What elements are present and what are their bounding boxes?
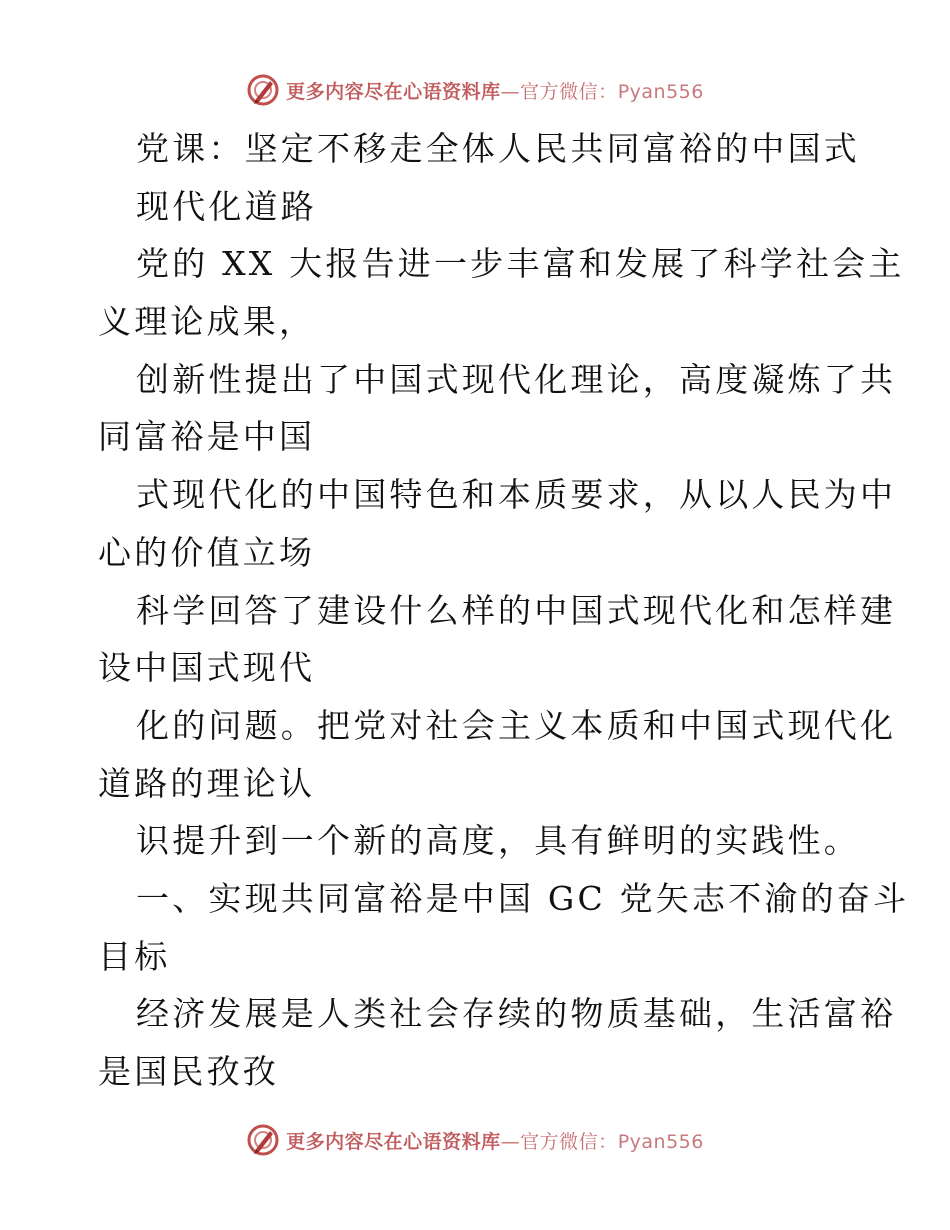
footer-watermark-banner (0, 1120, 950, 1160)
body-line: 式现代化的中国特色和本质要求，从以人民为中 (136, 475, 897, 515)
body-line: 科学回答了建设什么样的中国式现代化和怎样建 (136, 590, 897, 630)
body-line: 同富裕是中国 (98, 417, 316, 457)
watermark-wechat-label: 官方微信： (520, 80, 618, 103)
pen-logo-icon (246, 73, 280, 107)
body-line: 识提升到一个新的高度，具有鲜明的实践性。 (136, 821, 860, 861)
body-line: 目标 (98, 936, 171, 976)
body-line: 经济发展是人类社会存续的物质基础，生活富裕 (136, 994, 897, 1034)
body-line: 创新性提出了中国式现代化理论，高度凝炼了共 (136, 359, 897, 399)
body-line: 义理论成果， (98, 302, 316, 342)
watermark-separator: — (500, 80, 521, 103)
body-line: 现代化道路 (136, 186, 317, 226)
body-line: 化的问题。把党对社会主义本质和中国式现代化 (136, 705, 897, 745)
watermark-wechat-id: Pyan556 (617, 1130, 704, 1153)
body-line: 党的 XX 大报告进一步丰富和发展了科学社会主 (136, 244, 905, 284)
watermark-brand: 更多内容尽在心语资料库 (286, 80, 501, 103)
body-line: 一、实现共同富裕是中国 GC 党矢志不渝的奋斗 (136, 878, 910, 918)
body-line: 道路的理论认 (98, 763, 316, 803)
watermark-wechat-label: 官方微信： (520, 1130, 618, 1153)
watermark-text (286, 1127, 704, 1154)
document-body (98, 120, 910, 1101)
watermark-wechat-id: Pyan556 (617, 80, 704, 103)
watermark-brand: 更多内容尽在心语资料库 (286, 1130, 501, 1153)
watermark-separator: — (500, 1130, 521, 1153)
header-watermark-banner (0, 70, 950, 110)
watermark-text (286, 77, 704, 104)
pen-logo-icon (246, 1123, 280, 1157)
body-line: 设中国式现代 (98, 648, 316, 688)
body-line: 党课：坚定不移走全体人民共同富裕的中国式 (136, 129, 860, 168)
body-line: 心的价值立场 (98, 532, 316, 572)
body-line: 是国民孜孜 (98, 1052, 279, 1091)
